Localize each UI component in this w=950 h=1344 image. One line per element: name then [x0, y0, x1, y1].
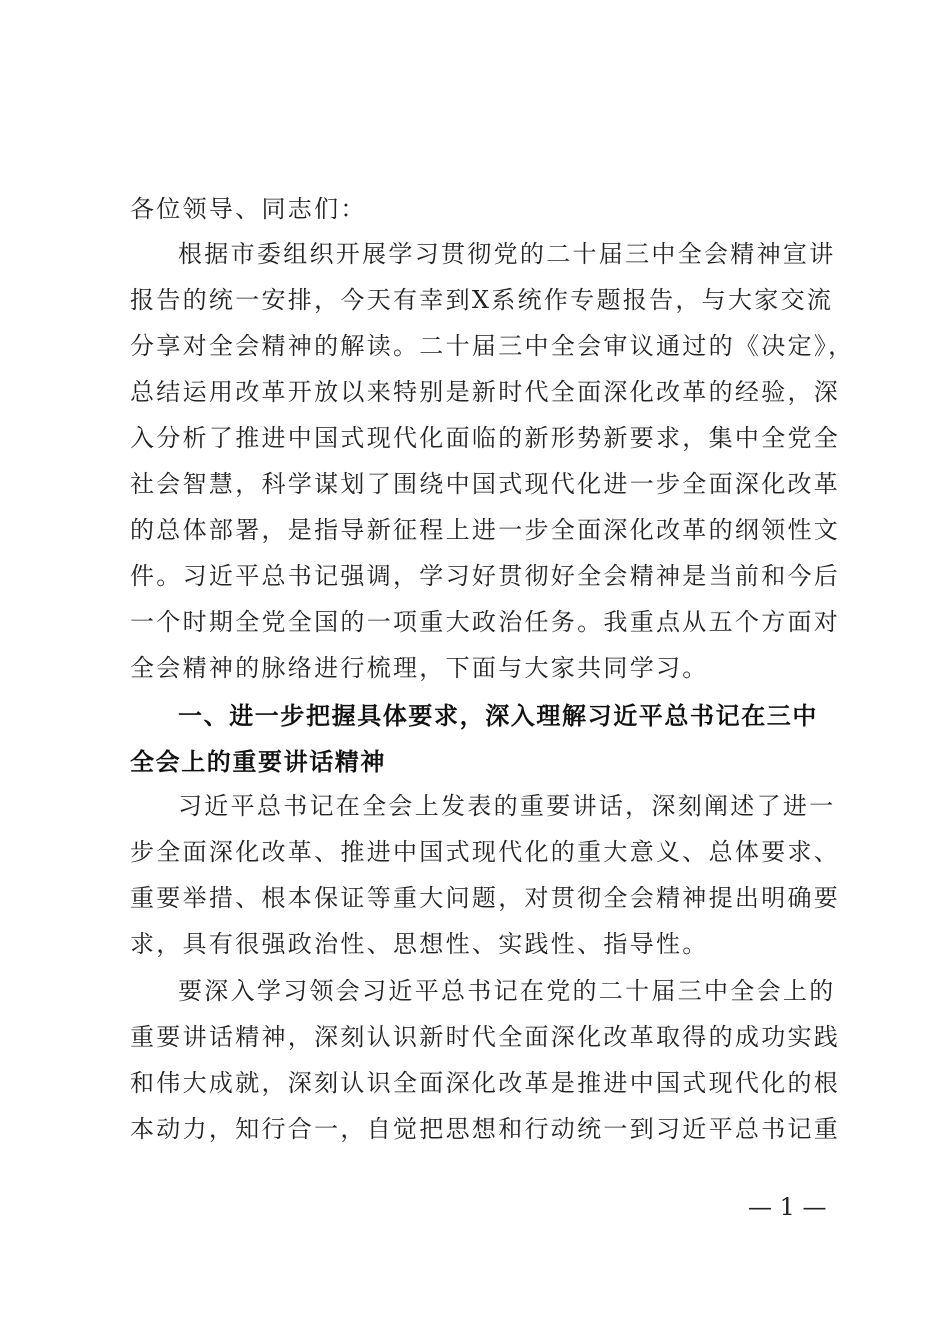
paragraph-line: 根据市委组织开展学习贯彻党的二十届三中全会精神宣讲: [178, 240, 836, 268]
paragraph-line: 件。习近平总书记强调，学习好贯彻好全会精神是当前和今后: [130, 562, 841, 590]
paragraph-line: 入分析了推进中国式现代化面临的新形势新要求，集中全党全: [130, 424, 841, 452]
page-number: — 1 —: [748, 1193, 827, 1221]
paragraph-line: 和伟大成就，深刻认识全面深化改革是推进中国式现代化的根: [130, 1069, 841, 1097]
paragraph-line: 的总体部署，是指导新征程上进一步全面深化改革的纲领性文: [130, 516, 841, 544]
paragraph-line: 一个时期全党全国的一项重大政治任务。我重点从五个方面对: [130, 608, 841, 636]
section-heading: 一、进一步把握具体要求，深入理解习近平总书记在三中: [178, 702, 818, 730]
paragraph-line: 重要讲话精神，深刻认识新时代全面深化改革取得的成功实践: [130, 1023, 841, 1051]
paragraph-line: 要深入学习领会习近平总书记在党的二十届三中全会上的: [178, 977, 836, 1005]
paragraph-line: 报告的统一安排，今天有幸到X系统作专题报告，与大家交流: [130, 286, 834, 314]
paragraph-line: 本动力，知行合一，自觉把思想和行动统一到习近平总书记重: [130, 1115, 841, 1143]
paragraph-line: 步全面深化改革、推进中国式现代化的重大意义、总体要求、: [130, 838, 841, 866]
paragraph-line: 重要举措、根本保证等重大问题，对贯彻全会精神提出明确要: [130, 884, 841, 912]
paragraph-line: 习近平总书记在全会上发表的重要讲话，深刻阐述了进一: [178, 792, 836, 820]
salutation: 各位领导、同志们：: [130, 195, 367, 223]
paragraph-line: 求，具有很强政治性、思想性、实践性、指导性。: [130, 930, 709, 958]
paragraph-line: 社会智慧，科学谋划了围绕中国式现代化进一步全面深化改革: [130, 470, 841, 498]
paragraph-line: 总结运用改革开放以来特别是新时代全面深化改革的经验，深: [130, 378, 841, 406]
paragraph-line: 分享对全会精神的解读。二十届三中全会审议通过的《决定》，: [130, 332, 855, 360]
paragraph-line: 全会精神的脉络进行梳理，下面与大家共同学习。: [130, 654, 709, 682]
section-heading: 全会上的重要讲话精神: [130, 748, 386, 776]
